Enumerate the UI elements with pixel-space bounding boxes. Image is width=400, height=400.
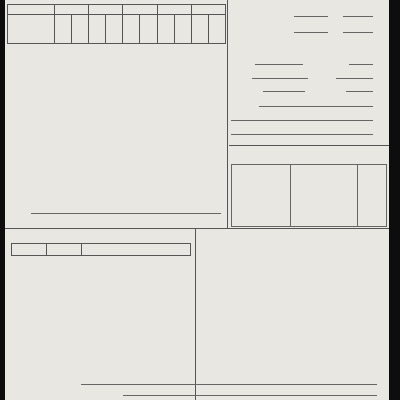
activities-col	[82, 244, 191, 256]
scarlet-fever-field[interactable]	[346, 91, 373, 92]
treated-header	[174, 15, 191, 44]
test-score-col	[291, 165, 358, 227]
vertical-divider	[227, 0, 228, 228]
measles-field[interactable]	[255, 64, 303, 65]
condition-treated-row	[8, 15, 226, 44]
year-cell	[157, 5, 191, 15]
test-name-col	[232, 165, 291, 227]
year-inspected-label	[8, 5, 55, 15]
test-date-col	[358, 165, 387, 227]
vaccinated-field[interactable]	[294, 16, 328, 17]
condition-header	[157, 15, 174, 44]
treated-header	[140, 15, 157, 44]
chicken-pox-field[interactable]	[263, 91, 305, 92]
treated-header	[106, 15, 123, 44]
condition-header	[55, 15, 72, 44]
disease-remarks-field[interactable]	[259, 106, 373, 107]
blank-header	[8, 15, 55, 44]
smallpox-field[interactable]	[336, 78, 373, 79]
disease-remarks-line[interactable]	[231, 134, 373, 135]
tests-separator	[229, 145, 389, 146]
condition-header	[123, 15, 140, 44]
horizontal-divider	[5, 228, 389, 229]
date-leaving-field[interactable]	[123, 395, 377, 396]
extra-curricular-table	[11, 243, 191, 256]
treated-header	[72, 15, 89, 44]
year-cell	[191, 5, 225, 15]
lower-vertical-divider	[195, 229, 196, 400]
whooping-field[interactable]	[349, 64, 373, 65]
diphtheria-date-field[interactable]	[343, 32, 373, 33]
other-schools-field[interactable]	[81, 384, 377, 385]
condition-header	[191, 15, 208, 44]
year-cell	[123, 5, 157, 15]
record-card	[5, 0, 389, 400]
diphtheria-field[interactable]	[294, 32, 328, 33]
health-inspection-grid	[7, 4, 226, 44]
disease-remarks-line[interactable]	[231, 120, 373, 121]
treated-header	[208, 15, 225, 44]
vaccinated-date-field[interactable]	[343, 16, 373, 17]
health-remarks-field[interactable]	[31, 213, 221, 214]
year-cell	[55, 5, 89, 15]
mumps-field[interactable]	[252, 78, 308, 79]
year-header-row	[8, 5, 226, 15]
semester-col	[47, 244, 82, 256]
year-col	[12, 244, 47, 256]
condition-header	[89, 15, 106, 44]
standardized-tests-table	[231, 164, 387, 227]
year-cell	[89, 5, 123, 15]
